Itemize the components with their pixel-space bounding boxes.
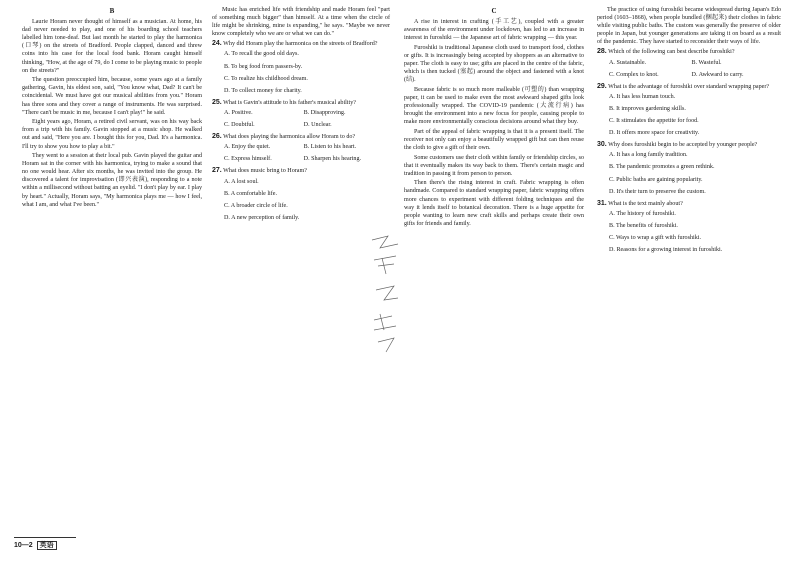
passage-b-paragraph-5: Music has enriched life with friendship and made Horam feel "part of something much bigger" than himself. At a time when the circle of life might be shrinking, mine is expanding," he says. "Maybe we never know completely who we are or what we can do."	[212, 7, 390, 38]
q26-option-c[interactable]: C. Express himself.	[224, 156, 272, 163]
section-b-title: B	[109, 7, 115, 15]
column-4	[597, 6, 781, 258]
q26-option-d[interactable]: D. Sharpen his hearing.	[303, 156, 362, 163]
question-25: 25. What is Gavin's attitude to his father's musical ability?	[212, 98, 356, 106]
passage-c-paragraph-4: Part of the appeal of fabric wrapping is that it is a present itself. The receiver not only can enjoy a beautifully wrapped gift but can then reuse the cloth to give a gift of their own.	[404, 128, 584, 151]
q29-option-b[interactable]: B. It improves gardening skills.	[609, 105, 686, 112]
q29-option-a[interactable]: A. It has less human touch.	[609, 93, 676, 100]
q28-option-b[interactable]: B. Wasteful.	[691, 59, 722, 66]
q27-option-a[interactable]: A. A lost soul.	[224, 178, 259, 185]
column-1	[22, 6, 202, 210]
page-footer	[14, 537, 134, 550]
question-31: 31. What is the text mainly about?	[597, 199, 683, 207]
q24-option-c[interactable]: C. To realize his childhood dream.	[224, 75, 308, 82]
column-2	[212, 6, 390, 226]
handwritten-scribble	[368, 230, 408, 360]
question-27: 27. What does music bring to Horam?	[212, 167, 307, 175]
passage-b-paragraph-2: The question preoccupied him, because, some years ago at a family gathering, Gavin, his eldest son, said, "You know what, Dad? It can't be coincidental. We must have got our musical abilities from you." Horam has three sons and they cover a range of instruments. He was surprised. "There can't be music in me, because I can't play!" he said.	[22, 77, 202, 116]
q25-option-c[interactable]: C. Doubtful.	[224, 122, 255, 129]
section-c-title: C	[491, 7, 497, 15]
q25-option-a[interactable]: A. Positive.	[224, 109, 253, 116]
q30-option-b[interactable]: B. The pandemic promotes a green rethink.	[609, 164, 715, 171]
passage-c-paragraph-6: Then there's the rising interest in craft. Fabric wrapping is often handmade. Compared to standard wrapping paper, fabric wrapping offers more chances to experiment with different folding techniques and the way it lends itself to botanical decoration. There is a huge appetite for people wanting to learn new craft skills and perhaps create their own gifts for friends and family.	[404, 180, 584, 227]
question-26: 26. What does playing the harmonica allow Horam to do?	[212, 133, 356, 141]
q26-option-a[interactable]: A. Enjoy the quiet.	[224, 144, 271, 151]
page-number: 10—2	[14, 542, 33, 549]
q24-option-b[interactable]: B. To beg food from passers-by.	[224, 63, 303, 70]
passage-b-paragraph-3: Eight years ago, Horam, a retired civil servant, was on his way back from a trip with his family. Gavin stopped at a music shop. He walked out and said, "Here you are. I bought this for you, Dad. It's a harmonica. I'll try to show you how to play a bit."	[22, 119, 202, 150]
subject-badge: 英语	[37, 541, 57, 550]
passage-c-paragraph-3: Because fabric is so much more malleable (可塑的) than wrapping paper, it can be used to make even the most awkward shaped gifts look professionally wrapped. The COVID-19 pandemic (大流行病) has brought the environment into a new focus for people, causing people to make more environmentally conscious decisions around what they buy.	[404, 86, 584, 126]
passage-c-paragraph-2: Furoshiki is traditional Japanese cloth used to transport food, clothes or gifts. It is increasingly being accepted by shoppers as an alternative to paper. The cloth is easy to use; gifts are placed in the centre of the fabric, which is then tucked (塞起) around the object and fastened with a knot (结).	[404, 44, 584, 84]
q31-option-b[interactable]: B. The benefits of furoshiki.	[609, 222, 678, 229]
q31-option-a[interactable]: A. The history of furoshiki.	[609, 210, 676, 217]
q29-option-c[interactable]: C. It stimulates the appetite for food.	[609, 118, 699, 125]
q27-option-b[interactable]: B. A comfortable life.	[224, 190, 277, 197]
passage-b-paragraph-4: They went to a session at their local pub. Gavin played the guitar and Horam sat in the corner with his harmonica, trying to make a sound that no one would hear. After six months, he was invited into the group. He discovered a talent for improvisation (即兴表演), responding to a note within a millisecond without batting an eyelid. "I don't play by ear. I play by heart." Actually, Horam says, "My harmonica plays me — how I feel, what I am, and what I've been."	[22, 153, 202, 208]
q30-option-c[interactable]: C. Public baths are gaining popularity.	[609, 176, 703, 183]
question-30: 30. Why does furoshiki begin to be accepted by younger people?	[597, 141, 758, 149]
q27-option-c[interactable]: C. A broader circle of life.	[224, 202, 288, 209]
q31-option-d[interactable]: D. Reasons for a growing interest in furoshiki.	[609, 247, 723, 254]
passage-b-paragraph-1: Laurie Horam never thought of himself as a musician. At home, his dad never needed to play, and one of his boarding school teachers labelled him tone-deaf. But last month he started to play the harmonica (口琴) on the streets of Bradford. People clapped, danced and threw coins into his case for the local food bank. Horam caught himself thinking, "How, at the age of 79, do I come to be playing music to people on the streets?"	[22, 19, 202, 74]
question-28: 28. Which of the following can best describe furoshiki?	[597, 48, 735, 56]
q27-option-d[interactable]: D. A new perception of family.	[224, 214, 300, 221]
passage-c-paragraph-1: A rise in interest in crafting (手工艺), coupled with a greater awareness of the environment under lockdown, has led to an increase in interest in furoshiki — the Japanese art of fabric wrapping — this year.	[404, 19, 584, 42]
q29-option-d[interactable]: D. It offers more space for creativity.	[609, 130, 700, 137]
q24-option-a[interactable]: A. To recall the good old days.	[224, 51, 299, 58]
q25-option-d[interactable]: D. Unclear.	[303, 122, 332, 129]
q26-option-b[interactable]: B. Listen to his heart.	[303, 144, 357, 151]
q31-option-c[interactable]: C. Ways to wrap a gift with furoshiki.	[609, 234, 701, 241]
q25-option-b[interactable]: B. Disapproving.	[303, 109, 346, 116]
q30-option-d[interactable]: D. It's their turn to preserve the custom.	[609, 188, 706, 195]
q30-option-a[interactable]: A. It has a long family tradition.	[609, 152, 688, 159]
question-24: 24. Why did Horam play the harmonica on the streets of Bradford?	[212, 40, 378, 48]
column-3	[404, 6, 584, 229]
passage-c-paragraph-7: The practice of using furoshiki became widespread during Japan's Edo period (1603–1868), when people bundled (捆起来) their clothes in fabric while visiting public baths. The custom was generally the preserve of older people in Japan, but younger generations are taking it on board as a result of the pandemic. They have started to reconsider their ways of life.	[597, 7, 781, 46]
q24-option-d[interactable]: D. To collect money for charity.	[224, 87, 302, 94]
footer-rule	[14, 537, 76, 538]
passage-c-paragraph-5: Some customers use their cloth within family or friendship circles, so that it eventually makes its way back to them. There's certain magic and tradition in passing it from person to person.	[404, 154, 584, 177]
q28-option-d[interactable]: D. Awkward to carry.	[691, 71, 744, 78]
question-29: 29. What is the advantage of furoshiki over standard wrapping paper?	[597, 82, 770, 90]
q28-option-c[interactable]: C. Complex to knot.	[609, 71, 659, 78]
q28-option-a[interactable]: A. Sustainable.	[609, 59, 647, 66]
